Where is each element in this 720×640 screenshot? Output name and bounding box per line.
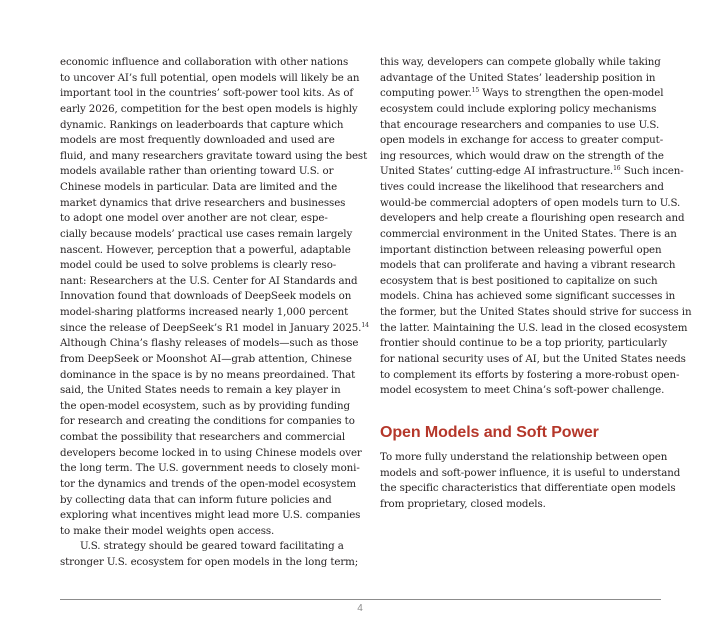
body-line-with-footnote	[380, 164, 684, 180]
paragraph-indent-line: U.S. strategy should be geared toward facilitating a	[80, 540, 344, 553]
section-paragraph	[380, 450, 681, 513]
body-line: that encourage researchers and companies to use U.S.	[380, 118, 660, 131]
body-line: ing resources, which would draw on the strength of the	[380, 149, 664, 162]
body-line: Although China’s flashy releases of models—such as those	[60, 337, 359, 350]
body-line: model-sharing platforms increased nearly 1,000 percent	[60, 306, 349, 318]
body-line: from DeepSeek or Moonshot AI—grab attention, Chinese	[60, 352, 352, 365]
body-line: models are most frequently downloaded and used are	[60, 134, 335, 147]
body-line: dominance in the space is by no means preordained. That	[60, 368, 356, 381]
body-line: models available rather than orienting toward U.S. or	[60, 165, 334, 178]
body-line: for national security uses of AI, but the United States needs	[380, 352, 686, 365]
body-line: combat the possibility that researchers and commercial	[60, 431, 346, 443]
body-line: tives could increase the likelihood that researchers and	[380, 181, 664, 193]
body-line: this way, developers can compete globally while taking	[380, 56, 661, 68]
body-line: Chinese models in particular. Data are limited and the	[60, 181, 338, 193]
body-line: exploring what incentives might lead more U.S. companies	[60, 509, 361, 522]
footnote-marker: 16	[613, 165, 621, 173]
body-line: dynamic. Rankings on leaderboards that capture which	[60, 118, 344, 131]
right-column	[380, 55, 692, 399]
body-line: economic influence and collaboration with other nations	[60, 56, 349, 68]
body-line: model could be used to solve problems is clearly reso-	[60, 259, 337, 272]
body-line: models. China has achieved some significant successes in	[380, 290, 676, 303]
body-line: fluid, and many researchers gravitate toward using the best	[60, 149, 368, 162]
footnote-marker: 15	[471, 87, 480, 95]
body-line: early 2026, competition for the best open models is highly	[60, 102, 358, 115]
body-line: important tool in the countries’ soft-power tool kits. As of	[60, 87, 354, 100]
body-line: the specific characteristics that differentiate open models	[380, 482, 676, 495]
body-line: models and soft-power influence, it is useful to understand	[380, 466, 681, 479]
body-line: advantage of the United States’ leadership position in	[380, 71, 656, 84]
body-line: ecosystem could include exploring policy mechanisms	[380, 102, 657, 115]
body-line: for research and creating the conditions for companies to	[60, 415, 355, 428]
footnote-marker: 14	[361, 321, 369, 329]
body-line: frontier should continue to be a top priority, particularly	[380, 337, 668, 350]
body-line: from proprietary, closed models.	[380, 497, 546, 510]
body-line: ecosystem that is best positioned to capitalize on such	[380, 274, 658, 287]
body-line: stronger U.S. ecosystem for open models in the long term;	[60, 556, 359, 568]
left-column	[60, 55, 369, 571]
page-number: 4	[357, 603, 363, 614]
body-line-text: Ways to strengthen the open-model	[479, 87, 664, 100]
body-line: nant: Researchers at the U.S. Center for AI Standards and	[60, 274, 358, 287]
body-line: models that can proliferate and having a vibrant research	[380, 259, 676, 272]
body-line: open models in exchange for access to greater comput-	[380, 134, 664, 147]
body-line: to uncover AI’s full potential, open models will likely be an	[60, 71, 360, 84]
section-heading: Open Models and Soft Power	[380, 424, 599, 441]
footer-divider	[60, 599, 661, 600]
body-line: said, the United States needs to remain a key player in	[60, 384, 341, 397]
body-line: cially because models’ practical use cases remain largely	[60, 227, 353, 240]
body-line-text: computing power.	[380, 87, 472, 100]
body-line-text: Such incen-	[620, 165, 684, 178]
body-line: developers and help create a flourishing open research and	[380, 212, 685, 225]
body-line-with-footnote	[60, 321, 369, 337]
body-line: to make their model weights open access.	[60, 524, 275, 537]
body-line: the former, but the United States should strive for success in	[380, 306, 692, 318]
body-line: model ecosystem to meet China’s soft-power challenge.	[380, 384, 665, 397]
body-line: Innovation found that downloads of DeepSeek models on	[60, 290, 352, 303]
body-line: nascent. However, perception that a powerful, adaptable	[60, 243, 351, 256]
body-line: the open-model ecosystem, such as by providing funding	[60, 399, 350, 412]
body-line: tor the dynamics and trends of the open-model ecosystem	[60, 477, 356, 490]
body-line: important distinction between releasing powerful open	[380, 243, 662, 256]
body-line-with-footnote	[380, 86, 664, 102]
body-line: the long term. The U.S. government needs to closely moni-	[60, 462, 360, 475]
body-line: commercial environment in the United States. There is an	[380, 227, 677, 240]
body-line: would-be commercial adopters of open models turn to U.S.	[380, 196, 681, 209]
body-line: to adopt one model over another are not clear, espe-	[60, 212, 328, 225]
body-line: by collecting data that can inform future policies and	[60, 493, 332, 506]
body-line: market dynamics that drive researchers and businesses	[60, 196, 346, 209]
body-line: the latter. Maintaining the U.S. lead in the closed ecosystem	[380, 321, 688, 334]
body-line-text: since the release of DeepSeek’s R1 model in January 2025.	[60, 321, 362, 334]
body-line: To more fully understand the relationship between open	[380, 451, 668, 463]
body-line-text: United States’ cutting-edge AI infrastructure.	[380, 165, 614, 178]
body-line: developers become locked in to using Chinese models over	[60, 446, 362, 459]
body-line: to complement its efforts by fostering a more-robust open-	[380, 368, 680, 381]
